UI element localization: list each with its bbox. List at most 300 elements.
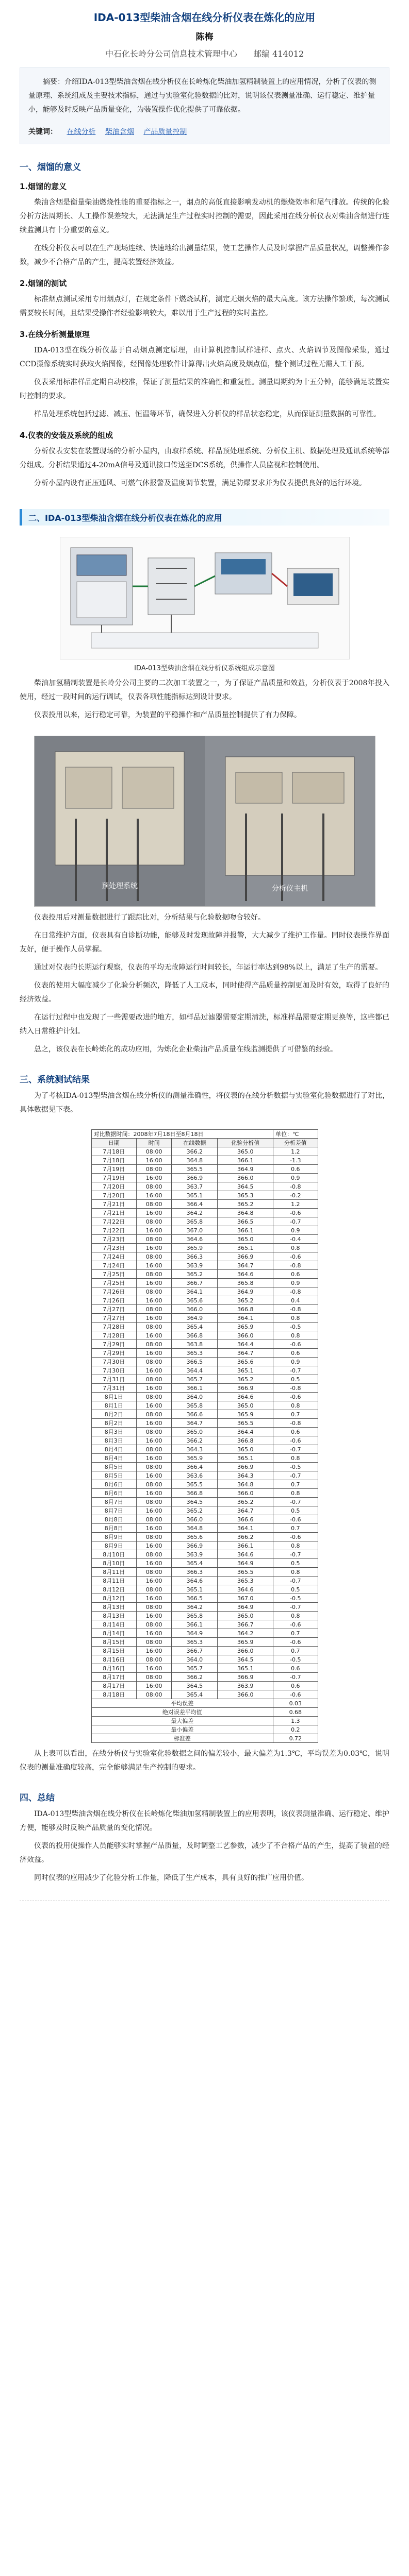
table-cell: 0.5 [273,1506,318,1515]
table-cell: 365.1 [218,1244,273,1252]
table-cell: 0.8 [273,1612,318,1620]
table-cell: 7月30日 [91,1366,136,1375]
table-cell: 8月7日 [91,1498,136,1506]
abstract-box [20,67,389,144]
table-cell: 366.8 [218,1305,273,1314]
table-cell: 364.6 [172,1577,218,1585]
table-cell: 08:00 [136,1480,171,1489]
affiliation [20,47,389,59]
table-cell: 0.7 [273,1524,318,1533]
table-cell: 0.6 [273,1165,318,1174]
table-cell: 366.0 [218,1331,273,1340]
table-row [91,1673,318,1682]
table-cell: 365.9 [218,1410,273,1419]
table-cell: 8月15日 [91,1638,136,1647]
column-header: 分析差值 [273,1139,318,1147]
table-row [91,1217,318,1226]
table-cell: 364.4 [172,1366,218,1375]
table-cell: 7月26日 [91,1296,136,1305]
table-cell: 0.8 [273,1489,318,1498]
table-cell: 8月17日 [91,1673,136,1682]
table-cell: 364.2 [218,1629,273,1638]
analyzer-panel-shape [77,582,126,618]
photo-label-left: 预处理系统 [101,882,138,890]
table-cell: 366.5 [172,1594,218,1603]
table-cell: 16:00 [136,1647,171,1655]
table-cell: 364.9 [218,1559,273,1568]
table-row [91,1603,318,1612]
comparison-table [91,1129,318,1743]
table-cell: 366.3 [172,1568,218,1577]
table-cell: 366.8 [218,1436,273,1445]
table-cell: 364.7 [218,1506,273,1515]
table-cell: -0.6 [273,1252,318,1261]
table-cell: 364.1 [172,1287,218,1296]
table-row [91,1541,318,1550]
table-cell: 7月30日 [91,1358,136,1366]
table-cell: -0.5 [273,1594,318,1603]
table-cell: -0.7 [273,1366,318,1375]
table-row [91,1568,318,1577]
table-cell: 7月18日 [91,1147,136,1156]
table-cell: 0.8 [273,1568,318,1577]
table-caption: 对比数据时间：2008年7月18日至8月18日 [91,1130,273,1139]
table-cell: 364.5 [218,1182,273,1191]
table-cell: 366.2 [172,1436,218,1445]
table-cell: 363.8 [172,1340,218,1349]
table-cell: 8月17日 [91,1682,136,1690]
section-banner: 二、IDA-013型柴油含烟在线分析仪表在炼化的应用 [20,509,389,526]
table-cell: 366.9 [218,1673,273,1682]
paragraph: IDA-013型柴油含烟在线分析仪在长岭炼化柴油加氢精制装置上的应用表明，该仪表测量准确、运行稳定、维护方便，能够及时反映产品质量的变化情况。 [20,1810,389,1832]
paragraph: 仪表投用后对测量数据进行了跟踪比对，分析结果与化验数据吻合较好。 [34,913,265,922]
article-title: IDA-013型柴油含烟在线分析仪表在炼化的应用 [93,11,316,24]
table-cell: 08:00 [136,1287,171,1296]
table-cell: 363.7 [172,1182,218,1191]
paragraph: 仪表采用标准样品定期自动校准，保证了测量结果的准确性和重复性。测量周期约为十五分钟，能够满足装置实时控制的要求。 [20,378,389,400]
table-cell: 08:00 [136,1165,171,1174]
installation-photo [34,736,375,907]
table-row [91,1506,318,1515]
table-cell: 08:00 [136,1655,171,1664]
table-cell: 366.7 [218,1620,273,1629]
table-cell: -1.3 [273,1156,318,1165]
table-row [91,1620,318,1629]
paragraph: 仪表的投用使操作人员能够实时掌握产品质量，及时调整工艺参数，减少了不合格产品的产生，提高了装置的经济效益。 [20,1842,389,1864]
paragraph: 通过对仪表的长期运行观察，仪表的平均无故障运行时间较长，年运行率达到98%以上，满足了生产的需要。 [34,963,383,972]
table-cell: 365.4 [172,1559,218,1568]
table-row [91,1419,318,1428]
table-cell: 366.6 [172,1410,218,1419]
table-cell: 365.3 [218,1577,273,1585]
table-cell: 16:00 [136,1524,171,1533]
table-cell: 365.0 [218,1401,273,1410]
table-cell: 366.2 [218,1533,273,1541]
table-cell: 365.0 [218,1612,273,1620]
table-cell: 7月22日 [91,1226,136,1235]
table-row [91,1498,318,1506]
table-cell: 0.9 [273,1174,318,1182]
table-cell: 364.6 [218,1270,273,1279]
table-row [91,1463,318,1471]
table-summary-row [91,1734,318,1743]
table-cell: 8月5日 [91,1471,136,1480]
table-cell: 0.8 [273,1244,318,1252]
table-cell: 366.0 [218,1690,273,1699]
paragraph: 总之，该仪表在长岭炼化的成功应用，为炼化企业柴油产品质量在线监测提供了可借鉴的经验。 [34,1045,337,1054]
table-cell: 366.0 [218,1647,273,1655]
table-row [91,1585,318,1594]
table-cell: 364.2 [172,1603,218,1612]
table-cell: 366.5 [218,1217,273,1226]
table-cell: 366.1 [218,1226,273,1235]
table-cell: 16:00 [136,1331,171,1340]
table-row [91,1305,318,1314]
summary-value: 0.72 [273,1734,318,1743]
table-cell: 08:00 [136,1498,171,1506]
table-cell: 16:00 [136,1541,171,1550]
table-cell: 366.2 [172,1147,218,1156]
table-cell: 0.8 [273,1331,318,1340]
table-cell: 8月6日 [91,1489,136,1498]
table-cell: 0.8 [273,1314,318,1323]
table-row [91,1410,318,1419]
table-cell: -0.2 [273,1191,318,1200]
paragraph: 从上表可以看出，在线分析仪与实验室化验数据之间的偏差较小，最大偏差为1.3℃，平均误差为0.03℃，说明仪表的测量准确度较高，完全能够满足生产控制的要求。 [20,1750,389,1772]
table-cell: 364.2 [172,1209,218,1217]
table-cell: 08:00 [136,1340,171,1349]
paragraph: 仪表投用以来，运行稳定可靠，为装置的平稳操作和产品质量控制提供了有力保障。 [34,711,301,719]
table-cell: 7月21日 [91,1209,136,1217]
section-heading: 一、烟馏的意义 [20,162,81,173]
table-unit: 单位：℃ [273,1130,318,1139]
table-cell: 1.2 [273,1200,318,1209]
table-cell: 363.6 [172,1471,218,1480]
table-cell: 364.8 [218,1480,273,1489]
table-cell: 364.0 [172,1393,218,1401]
table-row [91,1612,318,1620]
table-summary-row [91,1717,318,1725]
table-row [91,1393,318,1401]
table-cell: 7月25日 [91,1279,136,1287]
analyzer-screen-shape [77,555,126,575]
table-cell: 366.9 [218,1384,273,1393]
table-cell: 364.6 [218,1585,273,1594]
table-row [91,1244,318,1252]
table-cell: 16:00 [136,1489,171,1498]
table-cell: 08:00 [136,1463,171,1471]
summary-label: 最小偏差 [91,1725,273,1734]
summary-label: 绝对误差平均值 [91,1708,273,1717]
table-cell: 08:00 [136,1533,171,1541]
table-cell: 365.0 [218,1147,273,1156]
table-cell: 8月4日 [91,1454,136,1463]
table-cell: 364.8 [172,1156,218,1165]
table-cell: 16:00 [136,1314,171,1323]
table-cell: -0.7 [273,1445,318,1454]
table-row [91,1550,318,1559]
table-row [91,1664,318,1673]
table-cell: 365.2 [218,1200,273,1209]
table-cell: 0.5 [273,1585,318,1594]
table-cell: 364.7 [172,1419,218,1428]
subsection-heading: 4.仪表的安装及系统的组成 [20,431,113,440]
column-header: 在线数据 [172,1139,218,1147]
table-cell: 366.2 [172,1673,218,1682]
table-cell: 7月28日 [91,1323,136,1331]
table-cell: -0.6 [273,1620,318,1629]
table-cell: 366.3 [172,1252,218,1261]
table-row [91,1533,318,1541]
table-row [91,1647,318,1655]
table-cell: 366.0 [218,1174,273,1182]
table-cell: 08:00 [136,1550,171,1559]
table-cell: 8月6日 [91,1480,136,1489]
table-cell: -0.7 [273,1217,318,1226]
table-cell: 365.8 [172,1217,218,1226]
table-cell: 367.0 [172,1226,218,1235]
abstract: 摘要：介绍IDA-013型柴油含烟在线分析仪在长岭炼化柴油加氢精制装置上的应用情况，分析了仪表的测量原理、系统组成及主要技术指标，通过与实验室化验数据的比对，说明该仪表测量准确、运行稳定、维护量小，能够及时反映产品质量变化，为装置操作优化提供了可靠依据。 [28,78,377,114]
table-cell: -0.6 [273,1533,318,1541]
table-cell: 8月8日 [91,1524,136,1533]
table-cell: 16:00 [136,1454,171,1463]
table-row [91,1191,318,1200]
table-cell: 08:00 [136,1252,171,1261]
table-cell: 366.8 [172,1331,218,1340]
table-row [91,1270,318,1279]
table-row [91,1375,318,1384]
pipeline-shape [91,633,318,648]
system-diagram-svg [60,537,349,659]
subsection-heading: 2.烟馏的测试 [20,279,67,288]
table-cell: 365.5 [172,1480,218,1489]
table-cell: 365.1 [218,1366,273,1375]
table-cell: 16:00 [136,1349,171,1358]
subsection-heading: 3.在线分析测量原理 [20,330,90,339]
table-cell: 366.1 [218,1541,273,1550]
table-cell: 16:00 [136,1436,171,1445]
affiliation-postcode: 邮编 414012 [253,49,304,59]
table-cell: 7月22日 [91,1217,136,1226]
summary-value: 1.3 [273,1717,318,1725]
table-cell: -0.6 [273,1436,318,1445]
table-cell: 08:00 [136,1375,171,1384]
table-cell: 08:00 [136,1147,171,1156]
table-cell: 365.2 [172,1506,218,1515]
table-cell: 1.2 [273,1147,318,1156]
table-row [91,1436,318,1445]
table-cell: 16:00 [136,1419,171,1428]
table-cell: 364.8 [218,1209,273,1217]
table-row [91,1165,318,1174]
table-cell: 7月23日 [91,1235,136,1244]
table-cell: 365.8 [172,1612,218,1620]
table-cell: 08:00 [136,1428,171,1436]
table-cell: 8月13日 [91,1603,136,1612]
table-row [91,1471,318,1480]
paragraph: 在日常维护方面，仪表具有自诊断功能，能够及时发现故障并报警，大大减少了维护工作量。同时仪表操作界面友好，便于操作人员掌握。 [20,931,389,954]
keyword-link[interactable]: 在线分析 [67,128,96,136]
table-row [91,1147,318,1156]
table-cell: 7月28日 [91,1331,136,1340]
table-cell: 365.8 [218,1279,273,1287]
table-cell: 364.7 [218,1261,273,1270]
table-cell: 8月9日 [91,1533,136,1541]
table-cell: 365.5 [218,1568,273,1577]
table-cell: 364.9 [218,1603,273,1612]
table-cell: 366.9 [218,1252,273,1261]
table-cell: 363.9 [218,1682,273,1690]
table-cell: 08:00 [136,1393,171,1401]
table-cell: 7月24日 [91,1252,136,1261]
keywords-label: 关键词： [28,128,57,136]
table-cell: 366.0 [172,1515,218,1524]
table-cell: 16:00 [136,1174,171,1182]
table-cell: 0.7 [273,1410,318,1419]
table-cell: 364.8 [172,1524,218,1533]
table-cell: 364.9 [172,1314,218,1323]
table-cell: 7月24日 [91,1261,136,1270]
table-cell: 367.0 [218,1594,273,1603]
table-row [91,1594,318,1603]
table-cell: 366.7 [172,1279,218,1287]
table-cell: 364.9 [218,1287,273,1296]
summary-label: 标准差 [91,1734,273,1743]
table-cell: 8月12日 [91,1585,136,1594]
table-cell: -0.6 [273,1515,318,1524]
table-summary-row [91,1708,318,1717]
table-cell: 08:00 [136,1305,171,1314]
table-cell: 0.5 [273,1375,318,1384]
keyword-link[interactable]: 产品质量控制 [143,128,187,136]
keyword-link[interactable]: 柴油含烟 [105,128,134,136]
table-cell: 363.9 [172,1261,218,1270]
table-cell: 08:00 [136,1182,171,1191]
table-cell: 365.0 [218,1235,273,1244]
table-row [91,1156,318,1165]
table-cell: 366.4 [172,1200,218,1209]
system-diagram [60,537,350,659]
table-cell: 365.3 [172,1349,218,1358]
table-cell: 08:00 [136,1603,171,1612]
table-cell: 08:00 [136,1358,171,1366]
table-cell: 365.9 [172,1454,218,1463]
table-cell: 8月5日 [91,1463,136,1471]
table-cell: 8月4日 [91,1445,136,1454]
table-cell: 08:00 [136,1638,171,1647]
table-cell: 365.1 [172,1191,218,1200]
table-cell: 0.7 [273,1629,318,1638]
table-cell: 16:00 [136,1682,171,1690]
table-cell: -0.8 [273,1287,318,1296]
table-cell: 366.9 [172,1174,218,1182]
affiliation-org: 中石化长岭分公司信息技术管理中心 [105,49,237,59]
article [20,0,389,1901]
table-cell: 366.7 [172,1647,218,1655]
table-cell: 7月31日 [91,1375,136,1384]
table-cell: 365.2 [218,1375,273,1384]
table-cell: -0.5 [273,1655,318,1664]
table-cell: 365.1 [172,1585,218,1594]
table-cell: 7月19日 [91,1165,136,1174]
table-cell: 7月25日 [91,1270,136,1279]
table-cell: 16:00 [136,1191,171,1200]
keywords [28,126,381,137]
paragraph: 标准烟点测试采用专用烟点灯，在规定条件下燃烧试样，测定无烟火焰的最大高度。该方法操作繁琐，每次测试需要较长时间，且结果受操作者经验影响较大，难以用于生产过程的实时监控。 [20,295,389,317]
table-cell: -0.7 [273,1577,318,1585]
table-cell: 7月20日 [91,1191,136,1200]
table-cell: 08:00 [136,1620,171,1629]
table-cell: 16:00 [136,1226,171,1235]
summary-value: 0.03 [273,1699,318,1708]
table-row [91,1287,318,1296]
table-cell: 08:00 [136,1217,171,1226]
table-cell: 365.9 [218,1638,273,1647]
table-cell: 0.8 [273,1454,318,1463]
comparison-table-wrap [91,1129,318,1743]
section-heading: 三、系统测试结果 [20,1075,90,1085]
table-cell: 08:00 [136,1323,171,1331]
table-row [91,1489,318,1498]
paragraph: 在运行过程中也发现了一些需要改进的地方，如样品过滤器需要定期清洗，标准样品需要定期更换等，这些都已纳入日常维护计划。 [20,1013,389,1036]
subsection-heading: 1.烟馏的意义 [20,182,67,191]
table-row [91,1235,318,1244]
table-row [91,1182,318,1191]
table-cell: 365.3 [218,1191,273,1200]
table-row [91,1445,318,1454]
table-cell: 8月11日 [91,1577,136,1585]
table-cell: 0.6 [273,1349,318,1358]
table-cell: 8月18日 [91,1690,136,1699]
table-cell: 0.9 [273,1279,318,1287]
table-cell: 16:00 [136,1559,171,1568]
table-cell: -0.7 [273,1550,318,1559]
table-header-row [91,1139,318,1147]
table-cell: 0.9 [273,1226,318,1235]
table-cell: 364.6 [172,1235,218,1244]
table-cell: 364.0 [172,1655,218,1664]
table-cell: 0.6 [273,1682,318,1690]
paragraph: 在线分析仪表可以在生产现场连续、快速地给出测量结果，使工艺操作人员及时掌握产品质量状况，调整操作参数，减少不合格产品的产生，提高装置经济效益。 [20,244,389,266]
table-cell: 0.6 [273,1270,318,1279]
table-cell: 365.4 [172,1323,218,1331]
column-header: 日期 [91,1139,136,1147]
table-cell: 16:00 [136,1471,171,1480]
table-cell: 8月15日 [91,1647,136,1655]
table-cell: 08:00 [136,1235,171,1244]
table-cell: 0.8 [273,1541,318,1550]
table-cell: -0.8 [273,1261,318,1270]
column-header: 化验分析值 [218,1139,273,1147]
table-cell: 7月29日 [91,1349,136,1358]
table-cell: 7月21日 [91,1200,136,1209]
table-cell: 8月14日 [91,1629,136,1638]
table-cell: 16:00 [136,1296,171,1305]
table-row [91,1524,318,1533]
table-cell: 16:00 [136,1612,171,1620]
table-row [91,1480,318,1489]
table-row [91,1690,318,1699]
table-cell: 365.2 [218,1498,273,1506]
table-cell: 364.5 [172,1498,218,1506]
table-cell: 364.9 [218,1165,273,1174]
table-cell: 366.1 [172,1620,218,1629]
table-cell: 8月12日 [91,1594,136,1603]
table-cell: 16:00 [136,1401,171,1410]
computer-screen-shape [293,573,333,596]
table-cell: -0.6 [273,1209,318,1217]
paragraph: 同时仪表的应用减少了化验分析工作量，降低了生产成本，具有良好的推广应用价值。 [34,1874,308,1882]
